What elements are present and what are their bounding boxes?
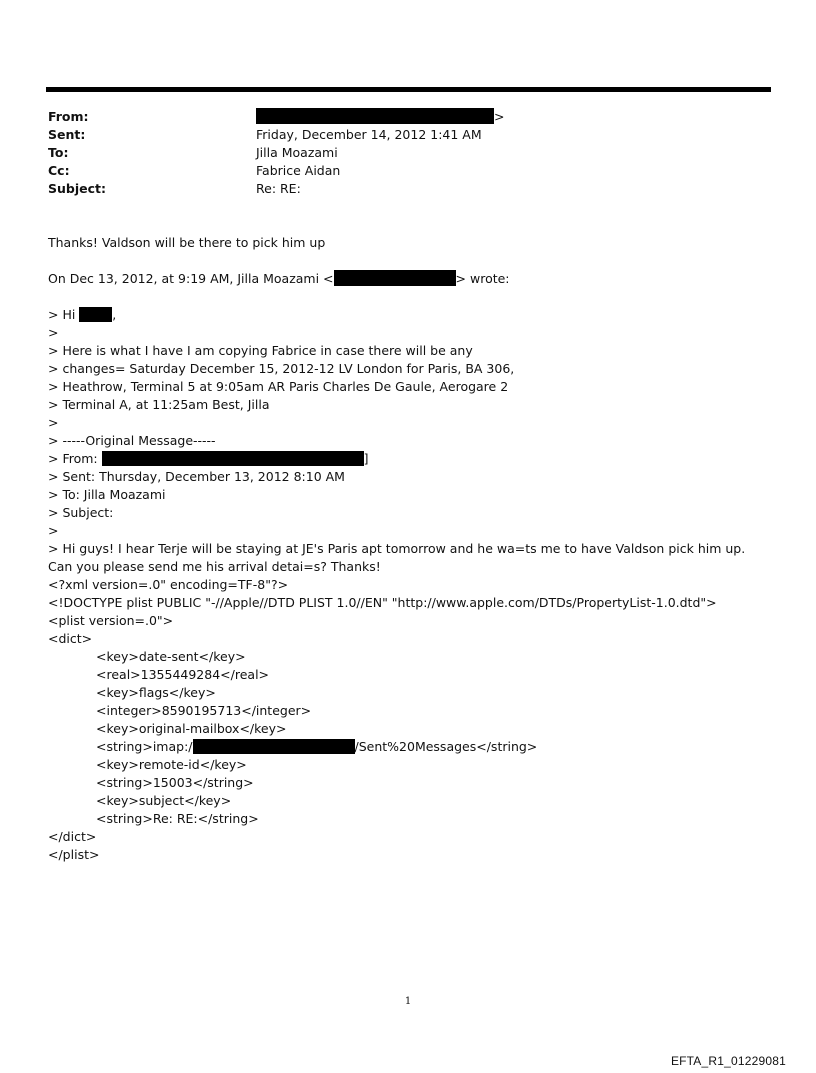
plist-line: <string>15003</string> bbox=[96, 775, 254, 790]
from-row bbox=[48, 108, 748, 126]
plist-line: <!DOCTYPE plist PUBLIC "-//Apple//DTD PLIST 1.0//EN" "http://www.apple.com/DTDs/PropertyList-1.0.dtd"> bbox=[48, 595, 717, 610]
to-value: Jilla Moazami bbox=[256, 145, 338, 160]
redaction-block bbox=[256, 108, 494, 124]
quote-line: > changes= Saturday December 15, 2012-12 LV London for Paris, BA 306, bbox=[48, 361, 515, 376]
quote-lines-group bbox=[48, 324, 768, 450]
page-number: 1 bbox=[404, 996, 412, 1007]
plist-line: <key>subject</key> bbox=[96, 793, 232, 808]
plist-line: <?xml version=.0" encoding=TF-8"?> bbox=[48, 577, 289, 592]
quote-line: > Subject: bbox=[48, 505, 114, 520]
from-suffix: > bbox=[494, 109, 505, 124]
quote-greeting bbox=[48, 306, 768, 324]
orig-from-line bbox=[48, 450, 768, 468]
plist-lines bbox=[48, 576, 768, 648]
subject-row bbox=[48, 180, 748, 198]
redaction-block bbox=[79, 307, 112, 322]
hi-post: , bbox=[112, 307, 117, 322]
plist-line: <real>1355449284</real> bbox=[96, 667, 270, 682]
attribution-line bbox=[48, 270, 768, 288]
plist-lines bbox=[48, 828, 768, 864]
redaction-block bbox=[334, 270, 456, 286]
plist-line: <key>remote-id</key> bbox=[96, 757, 247, 772]
quote-line: > bbox=[48, 523, 59, 538]
subject-label: Subject: bbox=[48, 181, 106, 196]
quote-paragraph: > Hi guys! I hear Terje will be staying at JE's Paris apt tomorrow and he wa=ts me to have Valdson pick him up. Can you please send me his arrival detai=s? Thanks! bbox=[48, 541, 746, 574]
document-id: EFTA_R1_01229081 bbox=[670, 1054, 786, 1068]
plist-indented-lines bbox=[48, 648, 768, 738]
orig-from-pre: > From: bbox=[48, 451, 102, 466]
attribution-post: > wrote: bbox=[455, 271, 510, 286]
redaction-block bbox=[102, 451, 364, 466]
plist-line: <key>flags</key> bbox=[96, 685, 216, 700]
from-value bbox=[256, 108, 748, 126]
plist-line: <key>date-sent</key> bbox=[96, 649, 246, 664]
to-row bbox=[48, 144, 748, 162]
quote-line: > Sent: Thursday, December 13, 2012 8:10 AM bbox=[48, 469, 345, 484]
plist-line: </dict> bbox=[48, 829, 97, 844]
reply-text: Thanks! Valdson will be there to pick him up bbox=[48, 235, 326, 250]
quoted-message bbox=[48, 306, 768, 576]
quote-line: > Here is what I have I am copying Fabrice in case there will be any bbox=[48, 343, 473, 358]
attribution-pre: On Dec 13, 2012, at 9:19 AM, Jilla Moazami < bbox=[48, 271, 334, 286]
subject-value: Re: RE: bbox=[256, 181, 301, 196]
quote-line: > -----Original Message----- bbox=[48, 433, 216, 448]
plist-block bbox=[48, 576, 768, 864]
sent-row bbox=[48, 126, 748, 144]
plist-line: <dict> bbox=[48, 631, 93, 646]
to-label: To: bbox=[48, 145, 69, 160]
cc-value: Fabrice Aidan bbox=[256, 163, 341, 178]
email-header bbox=[48, 108, 748, 198]
plist-line: </plist> bbox=[48, 847, 100, 862]
from-label: From: bbox=[48, 109, 89, 124]
quote-line: > bbox=[48, 415, 59, 430]
quote-line: > Heathrow, Terminal 5 at 9:05am AR Paris Charles De Gaule, Aerogare 2 bbox=[48, 379, 509, 394]
plist-line: <string>Re: RE:</string> bbox=[96, 811, 259, 826]
quote-lines-group bbox=[48, 468, 768, 540]
plist-indented-lines bbox=[48, 756, 768, 828]
imap-post: /Sent%20Messages</string> bbox=[354, 739, 538, 754]
cc-label: Cc: bbox=[48, 163, 70, 178]
sent-label: Sent: bbox=[48, 127, 86, 142]
header-rule bbox=[46, 87, 771, 92]
hi-pre: > Hi bbox=[48, 307, 80, 322]
email-body bbox=[48, 234, 768, 864]
orig-from-post: ] bbox=[363, 451, 369, 466]
plist-line: <integer>8590195713</integer> bbox=[96, 703, 312, 718]
quote-line: > Terminal A, at 11:25am Best, Jilla bbox=[48, 397, 270, 412]
cc-row bbox=[48, 162, 748, 180]
imap-pre: <string>imap:/ bbox=[96, 739, 193, 754]
imap-line bbox=[48, 738, 768, 756]
quote-line: > bbox=[48, 325, 59, 340]
redaction-block bbox=[193, 739, 355, 754]
plist-line: <plist version=.0"> bbox=[48, 613, 174, 628]
sent-value: Friday, December 14, 2012 1:41 AM bbox=[256, 127, 482, 142]
plist-line: <key>original-mailbox</key> bbox=[96, 721, 287, 736]
quote-line: > To: Jilla Moazami bbox=[48, 487, 166, 502]
